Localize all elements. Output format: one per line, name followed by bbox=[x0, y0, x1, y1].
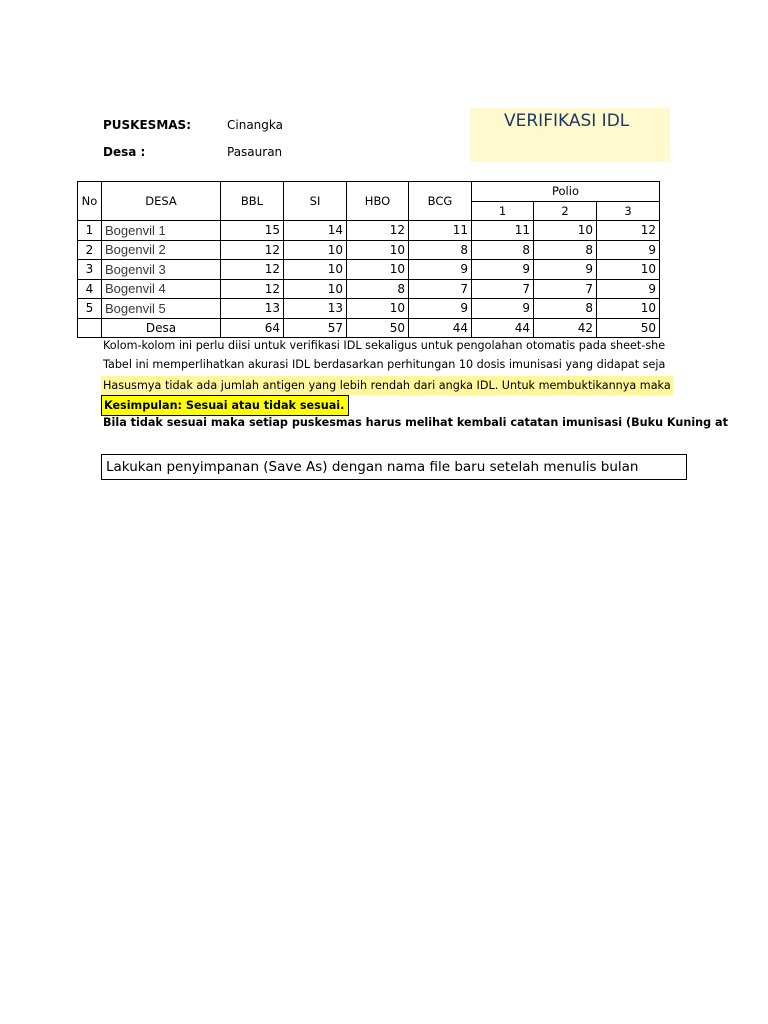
header-no: No bbox=[78, 182, 102, 221]
total-no-cell bbox=[78, 318, 102, 338]
bbl-cell[interactable]: 15 bbox=[221, 221, 284, 241]
bbl-cell[interactable]: 12 bbox=[221, 260, 284, 280]
total-bcg: 44 bbox=[409, 318, 472, 338]
total-polio-3: 50 bbox=[597, 318, 660, 338]
note-line-2: Tabel ini memperlihatkan akurasi IDL berdasarkan perhitungan 10 dosis imunisasi yang didapat seja bbox=[103, 358, 666, 371]
idl-table bbox=[77, 181, 660, 338]
polio-1-cell[interactable]: 9 bbox=[472, 260, 534, 280]
polio-1-cell[interactable]: 9 bbox=[472, 299, 534, 319]
row-no: 2 bbox=[78, 240, 102, 260]
row-no: 4 bbox=[78, 279, 102, 299]
table-row bbox=[78, 299, 660, 319]
polio-3-cell[interactable]: 9 bbox=[597, 279, 660, 299]
total-polio-1: 44 bbox=[472, 318, 534, 338]
desa-label: Desa : bbox=[103, 145, 146, 159]
header-hbo: HBO bbox=[347, 182, 409, 221]
polio-1-cell[interactable]: 8 bbox=[472, 240, 534, 260]
title-box bbox=[470, 108, 670, 162]
polio-2-cell[interactable]: 9 bbox=[534, 260, 597, 280]
note-line-4: Bila tidak sesuai maka setiap puskesmas harus melihat kembali catatan imunisasi (Buku Kuning at bbox=[103, 416, 728, 429]
save-instruction-box: Lakukan penyimpanan (Save As) dengan nama file baru setelah menulis bulan bbox=[101, 454, 687, 480]
desa-cell[interactable]: Bogenvil 5 bbox=[102, 299, 221, 319]
table-row bbox=[78, 221, 660, 241]
total-si: 57 bbox=[284, 318, 347, 338]
bcg-cell[interactable]: 9 bbox=[409, 260, 472, 280]
puskesmas-value[interactable]: Cinangka bbox=[227, 118, 283, 132]
page-title: VERIFIKASI IDL bbox=[504, 111, 630, 131]
si-cell[interactable]: 10 bbox=[284, 240, 347, 260]
bbl-cell[interactable]: 12 bbox=[221, 240, 284, 260]
bbl-cell[interactable]: 12 bbox=[221, 279, 284, 299]
polio-2-cell[interactable]: 10 bbox=[534, 221, 597, 241]
desa-cell[interactable]: Bogenvil 3 bbox=[102, 260, 221, 280]
bcg-cell[interactable]: 9 bbox=[409, 299, 472, 319]
row-no: 5 bbox=[78, 299, 102, 319]
puskesmas-label: PUSKESMAS: bbox=[103, 118, 191, 132]
header-polio-3: 3 bbox=[597, 201, 660, 221]
hbo-cell[interactable]: 12 bbox=[347, 221, 409, 241]
polio-3-cell[interactable]: 10 bbox=[597, 260, 660, 280]
total-bbl: 64 bbox=[221, 318, 284, 338]
polio-3-cell[interactable]: 9 bbox=[597, 240, 660, 260]
si-cell[interactable]: 10 bbox=[284, 260, 347, 280]
hbo-cell[interactable]: 8 bbox=[347, 279, 409, 299]
total-row bbox=[78, 318, 660, 338]
header-bcg: BCG bbox=[409, 182, 472, 221]
conclusion-box: Kesimpulan: Sesuai atau tidak sesuai. bbox=[101, 395, 349, 416]
desa-cell[interactable]: Bogenvil 1 bbox=[102, 221, 221, 241]
total-label: Desa bbox=[102, 318, 221, 338]
polio-2-cell[interactable]: 8 bbox=[534, 240, 597, 260]
bcg-cell[interactable]: 8 bbox=[409, 240, 472, 260]
bcg-cell[interactable]: 11 bbox=[409, 221, 472, 241]
polio-3-cell[interactable]: 12 bbox=[597, 221, 660, 241]
si-cell[interactable]: 13 bbox=[284, 299, 347, 319]
header-desa: DESA bbox=[102, 182, 221, 221]
desa-cell[interactable]: Bogenvil 4 bbox=[102, 279, 221, 299]
row-no: 3 bbox=[78, 260, 102, 280]
table-row bbox=[78, 240, 660, 260]
header-polio: Polio bbox=[472, 182, 660, 202]
polio-1-cell[interactable]: 11 bbox=[472, 221, 534, 241]
note-line-1: Kolom-kolom ini perlu diisi untuk verifikasi IDL sekaligus untuk pengolahan otomatis pada sheet-she bbox=[103, 339, 666, 352]
total-hbo: 50 bbox=[347, 318, 409, 338]
header-polio-2: 2 bbox=[534, 201, 597, 221]
desa-cell[interactable]: Bogenvil 2 bbox=[102, 240, 221, 260]
table-row bbox=[78, 260, 660, 280]
bcg-cell[interactable]: 7 bbox=[409, 279, 472, 299]
total-polio-2: 42 bbox=[534, 318, 597, 338]
si-cell[interactable]: 10 bbox=[284, 279, 347, 299]
hbo-cell[interactable]: 10 bbox=[347, 240, 409, 260]
header-bbl: BBL bbox=[221, 182, 284, 221]
table-row bbox=[78, 279, 660, 299]
hbo-cell[interactable]: 10 bbox=[347, 299, 409, 319]
polio-2-cell[interactable]: 8 bbox=[534, 299, 597, 319]
header-si: SI bbox=[284, 182, 347, 221]
polio-3-cell[interactable]: 10 bbox=[597, 299, 660, 319]
hbo-cell[interactable]: 10 bbox=[347, 260, 409, 280]
polio-1-cell[interactable]: 7 bbox=[472, 279, 534, 299]
row-no: 1 bbox=[78, 221, 102, 241]
si-cell[interactable]: 14 bbox=[284, 221, 347, 241]
polio-2-cell[interactable]: 7 bbox=[534, 279, 597, 299]
bbl-cell[interactable]: 13 bbox=[221, 299, 284, 319]
desa-value[interactable]: Pasauran bbox=[227, 145, 283, 159]
note-line-3-highlighted: Hasusmya tidak ada jumlah antigen yang lebih rendah dari angka IDL. Untuk membuktikannya maka bbox=[101, 376, 673, 395]
header-polio-1: 1 bbox=[472, 201, 534, 221]
